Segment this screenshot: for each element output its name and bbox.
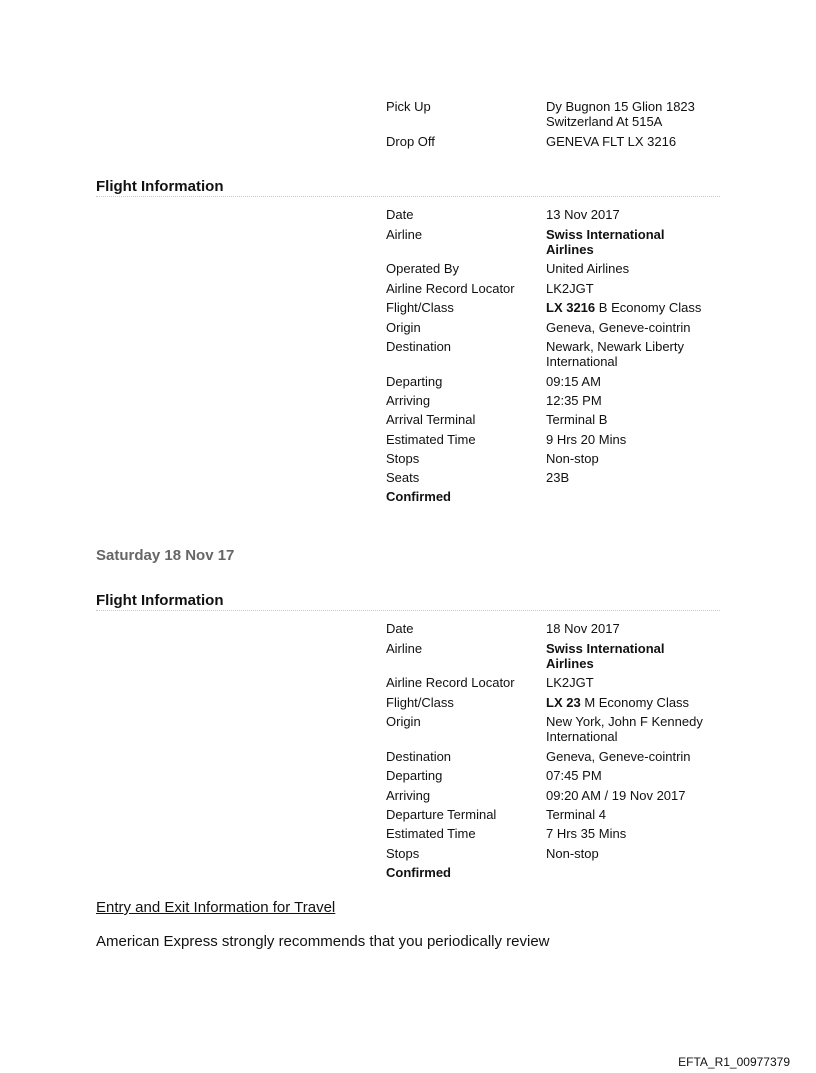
pickup-label: Pick Up [386,99,431,114]
detail-value: Geneva, Geneve-cointrin [546,749,691,764]
class-name: M Economy Class [584,695,690,710]
airline-value: Swiss International Airlines [546,641,665,671]
detail-label: Date [386,621,414,636]
detail-value: 9 Hrs 20 Mins [546,432,627,447]
detail-label: Airline [386,227,423,242]
detail-label: Destination [386,749,452,764]
detail-label: Origin [386,320,421,335]
detail-value: 09:20 AM / 19 Nov 2017 [546,788,686,803]
detail-value: United Airlines [546,261,630,276]
detail-label: Airline [386,641,423,656]
detail-label: Airline Record Locator [386,281,515,296]
status-confirmed: Confirmed [386,489,451,504]
flight-class-value [546,300,721,315]
detail-label: Flight/Class [386,695,454,710]
detail-value: 13 Nov 2017 [546,207,620,222]
class-name: B Economy Class [598,300,702,315]
detail-label: Seats [386,470,420,485]
detail-label: Stops [386,451,420,466]
detail-label: Departing [386,374,443,389]
detail-label: Flight/Class [386,300,454,315]
detail-value: Geneva, Geneve-cointrin [546,320,691,335]
detail-label: Departure Terminal [386,807,497,822]
detail-label: Airline Record Locator [386,675,515,690]
detail-label: Arriving [386,393,431,408]
detail-label: Departing [386,768,443,783]
airline-value: Swiss International Airlines [546,227,665,257]
detail-label: Arrival Terminal [386,412,476,427]
entry-body-text: American Express strongly recommends that you periodically review [96,933,550,950]
detail-label: Arriving [386,788,431,803]
document-id: EFTA_R1_00977379 [678,1055,790,1069]
status-confirmed: Confirmed [386,865,451,880]
detail-label: Date [386,207,414,222]
detail-label: Estimated Time [386,826,476,841]
pickup-value: Dy Bugnon 15 Glion 1823 Switzerland At 515A [546,99,695,129]
section-title-flight-1: Flight Information [96,178,224,195]
flight-number: LX 23 [546,695,581,710]
detail-label: Stops [386,846,420,861]
detail-value: 12:35 PM [546,393,602,408]
detail-value: Newark, Newark Liberty International [546,339,684,369]
flight-number: LX 3216 [546,300,596,315]
day-heading: Saturday 18 Nov 17 [96,547,235,564]
section-title-flight-2: Flight Information [96,592,224,609]
detail-value: 18 Nov 2017 [546,621,620,636]
detail-value: LK2JGT [546,281,594,296]
section-divider [96,610,720,611]
detail-label: Origin [386,714,421,729]
flight-class-value [546,695,721,710]
detail-value: Terminal B [546,412,608,427]
detail-value: 09:15 AM [546,374,601,389]
dropoff-value: GENEVA FLT LX 3216 [546,134,677,149]
detail-value: New York, John F Kennedy International [546,714,703,744]
detail-label: Estimated Time [386,432,476,447]
detail-label: Destination [386,339,452,354]
detail-value: Non-stop [546,451,599,466]
section-divider [96,196,720,197]
detail-value: 7 Hrs 35 Mins [546,826,627,841]
detail-label: Operated By [386,261,459,276]
entry-exit-link[interactable]: Entry and Exit Information for Travel [96,899,336,916]
detail-value: 07:45 PM [546,768,602,783]
detail-value: LK2JGT [546,675,594,690]
detail-value: Non-stop [546,846,599,861]
detail-value: Terminal 4 [546,807,606,822]
detail-value: 23B [546,470,570,485]
dropoff-label: Drop Off [386,134,435,149]
